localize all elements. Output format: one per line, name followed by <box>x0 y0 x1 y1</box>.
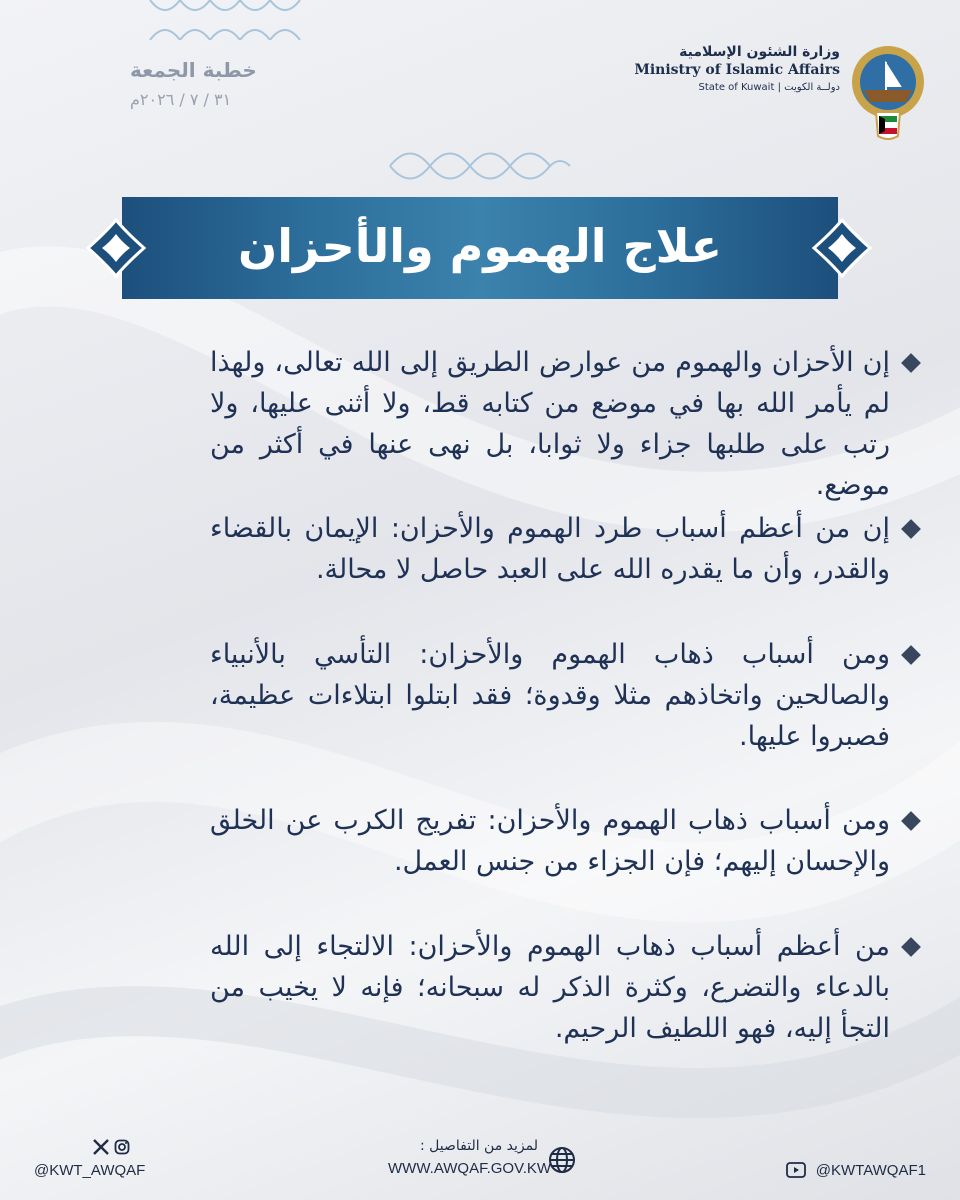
emblem-icon <box>848 40 928 144</box>
arch-lattice-pattern <box>380 136 580 196</box>
sermon-date: ٣١ / ٧ / ٢٠٢٦م <box>130 90 232 109</box>
social-handle-right[interactable]: @KWTAWQAF1 <box>815 1162 926 1179</box>
instagram-icon[interactable] <box>114 1139 130 1155</box>
point-item <box>210 508 890 590</box>
globe-icon <box>548 1146 576 1174</box>
point-item <box>210 800 890 882</box>
title-banner <box>122 197 838 299</box>
ministry-state <box>600 82 840 93</box>
sermon-label: خطبة الجمعة <box>130 58 257 82</box>
ministry-name-english: Ministry of Islamic Affairs <box>634 62 840 78</box>
point-text: من أعظم أسباب ذهاب الهموم والأحزان: الالتجاء إلى الله بالدعاء والتضرع، وكثرة الذكر له سبحانه؛ فإنه لا يخيب من التجأ إليه، فهو اللطيف الرحيم. <box>210 931 890 1044</box>
point-text: ومن أسباب ذهاب الهموم والأحزان: التأسي بالأنبياء والصالحين واتخاذهم مثلا وقدوة؛ فقد ابتلوا ابتلاءات عظيمة، فصبروا عليها. <box>210 639 890 752</box>
point-text: ومن أسباب ذهاب الهموم والأحزان: تفريج الكرب عن الخلق والإحسان إليهم؛ فإن الجزاء من جنس العمل. <box>210 805 890 877</box>
ornament-icon <box>812 218 872 278</box>
ministry-name-arabic: وزارة الشئون الإسلامية <box>679 44 840 60</box>
ornament-icon <box>86 218 146 278</box>
point-text: إن الأحزان والهموم من عوارض الطريق إلى الله تعالى، ولهذا لم يأمر الله بها في موضع من كتابه قط، ولا أثنى عليها، ولا رتب على طلبها جزاء ولا ثوابا، بل نهى عنها في أكثر من موضع. <box>210 347 890 501</box>
top-lattice-pattern <box>140 0 320 40</box>
website-label: لمزيد من التفاصيل : <box>420 1138 538 1154</box>
state-separator: | <box>777 82 781 93</box>
point-item <box>210 926 890 1049</box>
point-text: إن من أعظم أسباب طرد الهموم والأحزان: الإيمان بالقضاء والقدر، وأن ما يقدره الله على العبد حاصل لا محالة. <box>210 513 890 585</box>
state-english: State of Kuwait <box>698 82 775 93</box>
social-handle-left[interactable]: @KWT_AWQAF <box>34 1162 146 1179</box>
point-item <box>210 342 890 506</box>
website-link[interactable]: WWW.AWQAF.GOV.KW <box>388 1160 552 1177</box>
state-arabic: دولــة الكويت <box>784 82 840 93</box>
ministry-block <box>600 44 840 93</box>
page-title: علاج الهموم والأحزان <box>237 219 723 273</box>
x-icon[interactable] <box>92 1138 110 1156</box>
point-item <box>210 634 890 757</box>
youtube-icon[interactable] <box>786 1161 806 1179</box>
